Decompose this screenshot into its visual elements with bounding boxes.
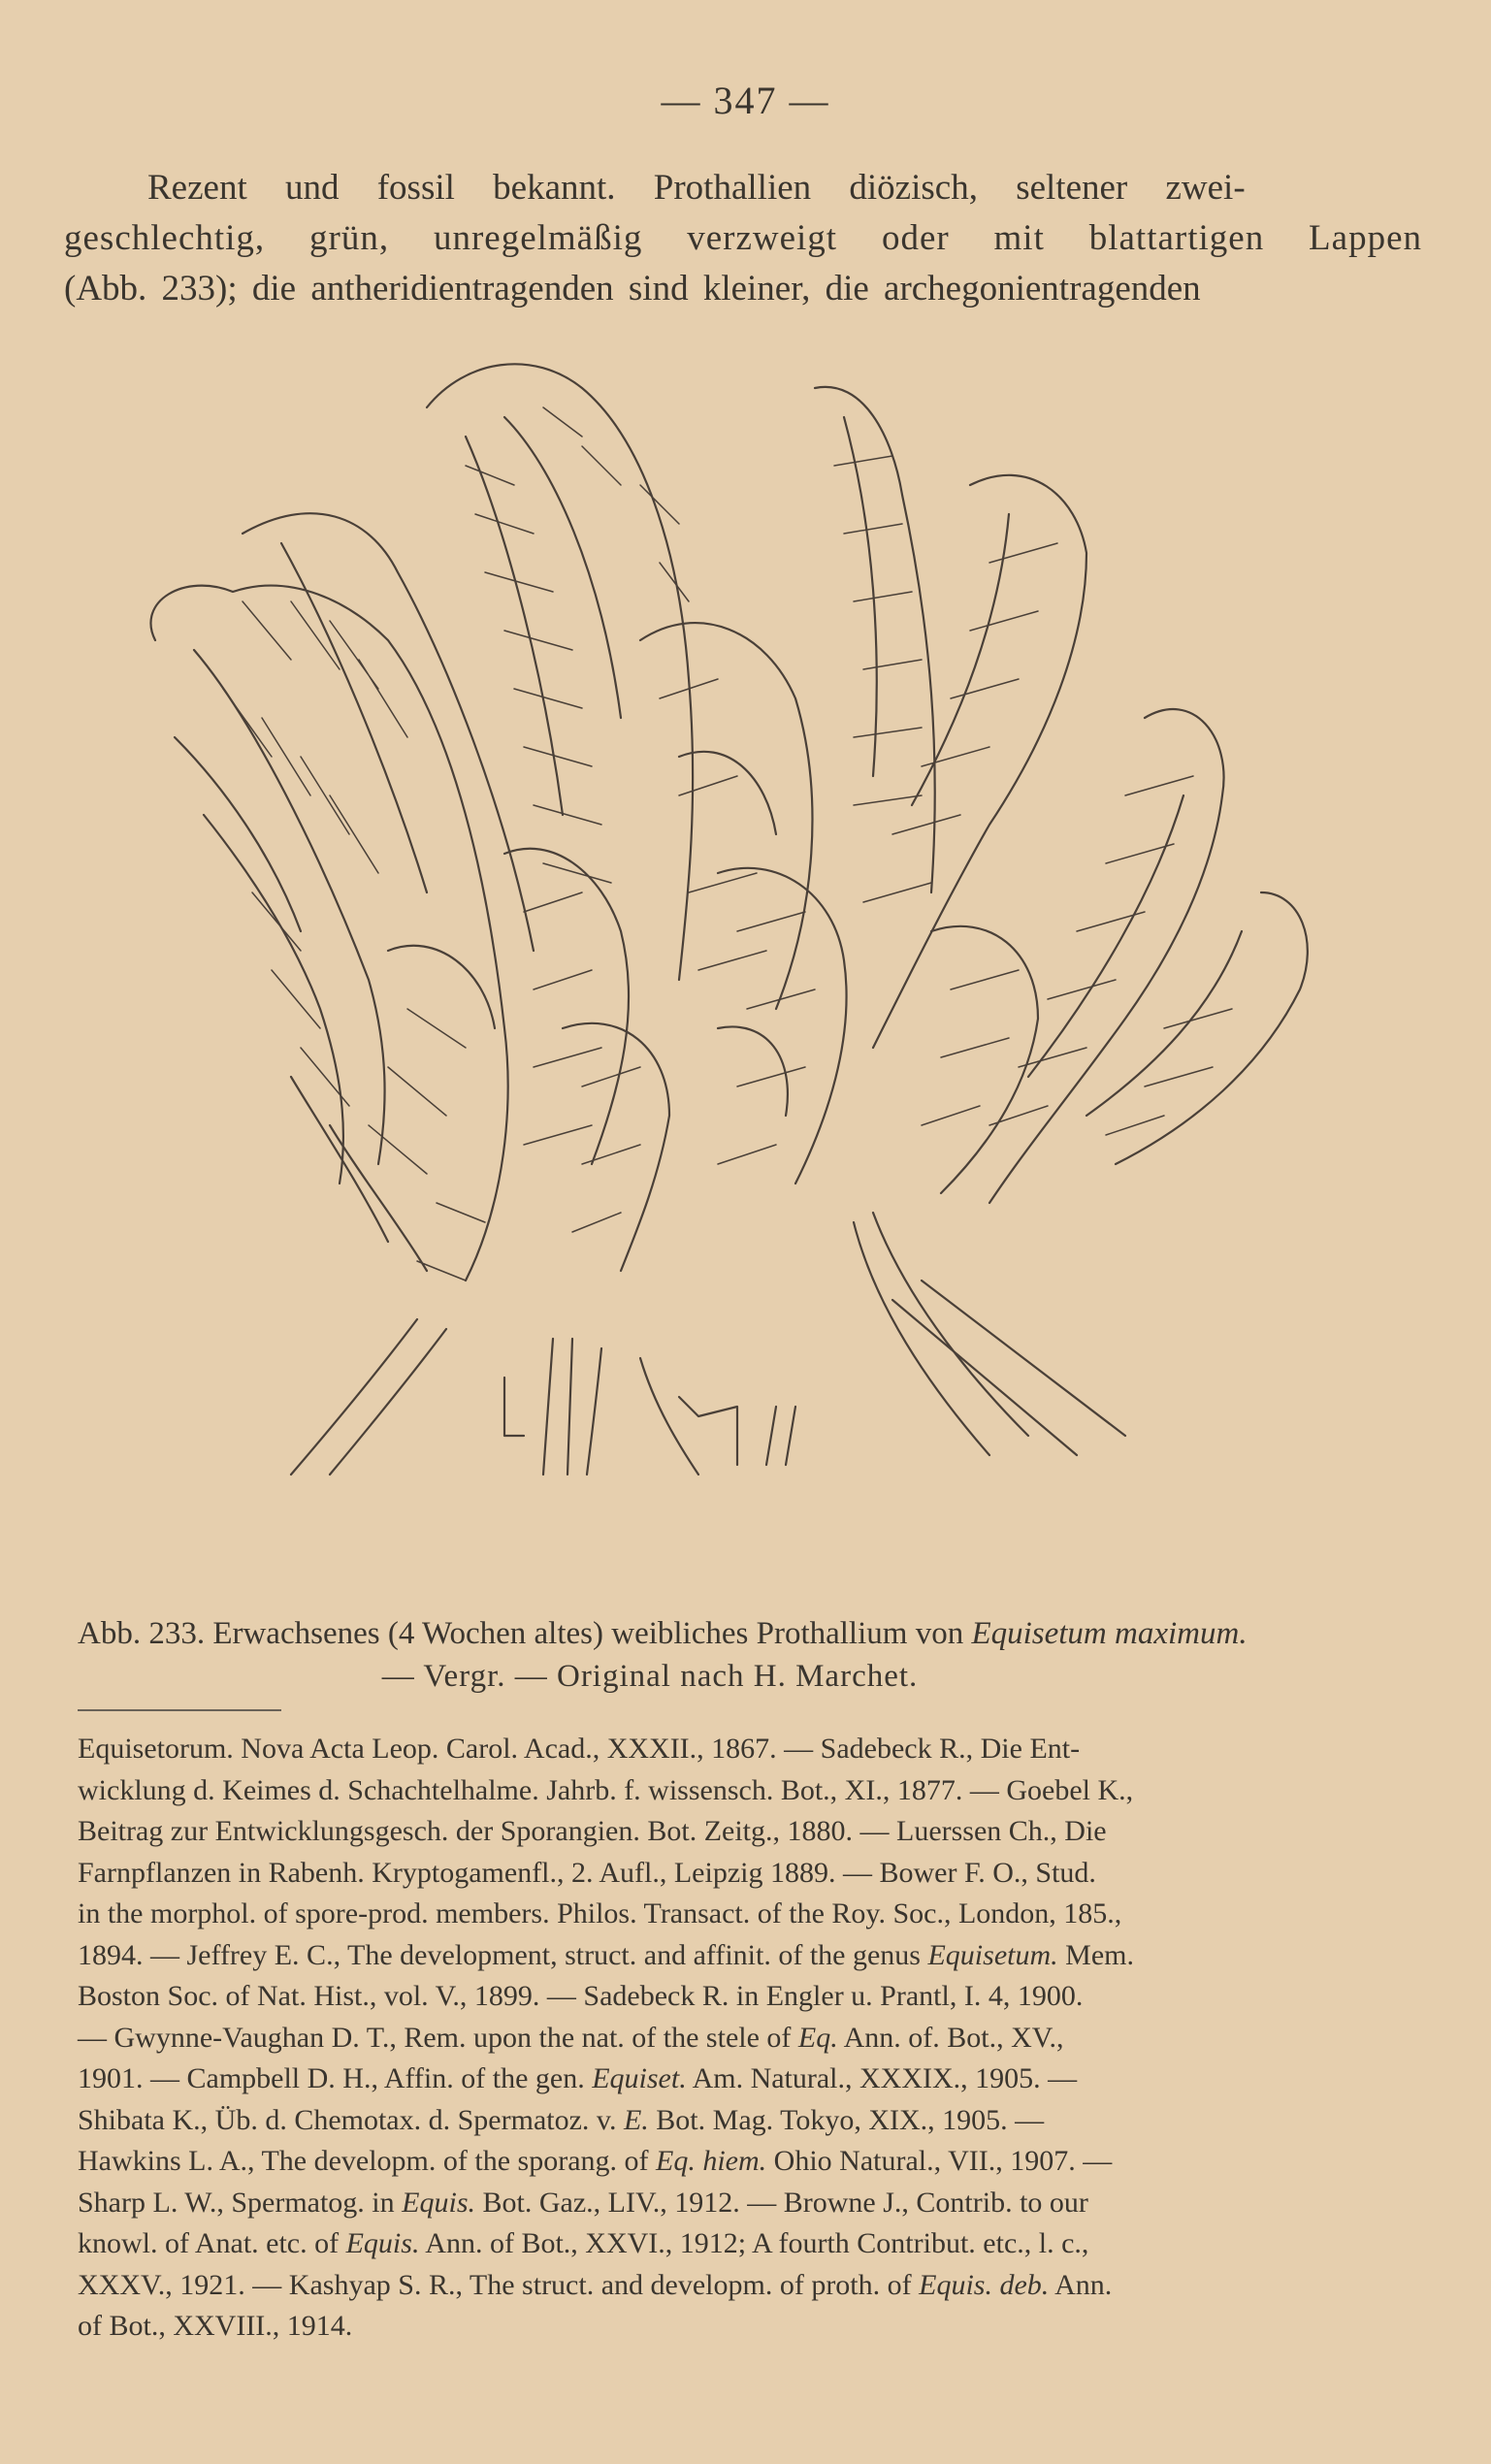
reference-italic: Equis. deb. xyxy=(919,2268,1050,2301)
reference-text: Ann. of Bot., XXVI., 1912; A fourth Contribut. etc., l. c., xyxy=(419,2227,1089,2259)
reference-text: Bot. Gaz., LIV., 1912. — Browne J., Contrib. to our xyxy=(475,2186,1088,2219)
caption-prefix: Abb. 233. Erwachsenes (4 Wochen altes) weibliches Prothallium von xyxy=(78,1616,972,1651)
reference-text: Beitrag zur Entwicklungsgesch. der Sporangien. Bot. Zeitg., 1880. — Luerssen Ch., Die xyxy=(78,1815,1107,1847)
prothallium-drawing xyxy=(97,349,1397,1610)
reference-text: Sharp L. W., Spermatog. in xyxy=(78,2186,403,2219)
references-list xyxy=(78,1729,1426,2348)
reference-italic: E. xyxy=(623,2103,649,2136)
reference-text: Ann. of. Bot., XV., xyxy=(837,2021,1064,2054)
reference-line xyxy=(78,1811,1426,1853)
reference-text: Farnpflanzen in Rabenh. Kryptogamenfl., 2. Aufl., Leipzig 1889. — Bower F. O., Stud. xyxy=(78,1856,1096,1889)
footnote-divider xyxy=(78,1709,281,1711)
prothallium-illustration xyxy=(97,349,1397,1610)
reference-line xyxy=(78,2059,1426,2100)
caption-line-1 xyxy=(78,1612,1436,1655)
reference-italic: Equisetum. xyxy=(927,1938,1058,1971)
reference-text: Hawkins L. A., The developm. of the sporang. of xyxy=(78,2145,657,2177)
reference-line xyxy=(78,1770,1426,1812)
intro-line: geschlechtig, grün, unregelmäßig verzweigt oder mit blattartigen Lappen xyxy=(64,218,1422,258)
reference-line xyxy=(78,1976,1426,2018)
intro-line: (Abb. 233); die antheridientragenden sind kleiner, die archegonientragenden xyxy=(64,269,1201,308)
caption-line-2: — Vergr. — Original nach H. Marchet. xyxy=(381,1659,919,1694)
reference-line xyxy=(78,1894,1426,1935)
reference-text: XXXV., 1921. — Kashyap S. R., The struct. and developm. of proth. of xyxy=(78,2268,920,2301)
reference-line xyxy=(78,1729,1426,1770)
reference-text: 1901. — Campbell D. H., Affin. of the gen. xyxy=(78,2062,593,2094)
reference-line xyxy=(78,2100,1426,2142)
intro-line: Rezent und fossil bekannt. Prothallien diözisch, seltener zwei- xyxy=(147,168,1246,208)
reference-italic: Equiset. xyxy=(592,2062,687,2094)
reference-italic: Eq. xyxy=(797,2021,838,2054)
reference-italic: Equis. xyxy=(345,2227,420,2259)
reference-text: knowl. of Anat. etc. of xyxy=(78,2227,346,2259)
reference-italic: Equis. xyxy=(402,2186,475,2219)
reference-text: of Bot., XXVIII., 1914. xyxy=(78,2310,353,2342)
reference-line xyxy=(78,2141,1426,2183)
reference-text: — Gwynne-Vaughan D. T., Rem. upon the nat. of the stele of xyxy=(78,2021,798,2054)
reference-text: Bot. Mag. Tokyo, XIX., 1905. — xyxy=(648,2103,1045,2136)
reference-text: Am. Natural., XXXIX., 1905. — xyxy=(686,2062,1078,2094)
reference-text: in the morphol. of spore-prod. members. Philos. Transact. of the Roy. Soc., London, 185., xyxy=(78,1897,1122,1929)
caption-species: Equisetum maximum. xyxy=(971,1616,1248,1651)
reference-line xyxy=(78,1935,1426,1977)
reference-text: Boston Soc. of Nat. Hist., vol. V., 1899. — Sadebeck R. in Engler u. Prantl, I. 4, 1900. xyxy=(78,1980,1084,2012)
reference-text: Ohio Natural., VII., 1907. — xyxy=(766,2145,1113,2177)
reference-line xyxy=(78,1853,1426,1895)
reference-line xyxy=(78,2265,1426,2307)
reference-text: Shibata K., Üb. d. Chemotax. d. Spermatoz. v. xyxy=(78,2103,624,2136)
reference-text: Mem. xyxy=(1057,1938,1134,1971)
reference-text: wicklung d. Keimes d. Schachtelhalme. Jahrb. f. wissensch. Bot., XI., 1877. — Goebel K., xyxy=(78,1773,1134,1806)
intro-paragraph xyxy=(64,163,1422,314)
reference-text: Equisetorum. Nova Acta Leop. Carol. Acad., XXXII., 1867. — Sadebeck R., Die Ent- xyxy=(78,1733,1081,1765)
reference-text: 1894. — Jeffrey E. C., The development, struct. and affinit. of the genus xyxy=(78,1938,928,1971)
reference-line xyxy=(78,2183,1426,2224)
reference-line xyxy=(78,2306,1426,2348)
reference-line xyxy=(78,2223,1426,2265)
reference-text: Ann. xyxy=(1049,2268,1113,2301)
figure-caption xyxy=(78,1612,1436,1698)
reference-italic: Eq. hiem. xyxy=(656,2145,767,2177)
page-number: — 347 — xyxy=(661,79,830,122)
reference-line xyxy=(78,2018,1426,2059)
